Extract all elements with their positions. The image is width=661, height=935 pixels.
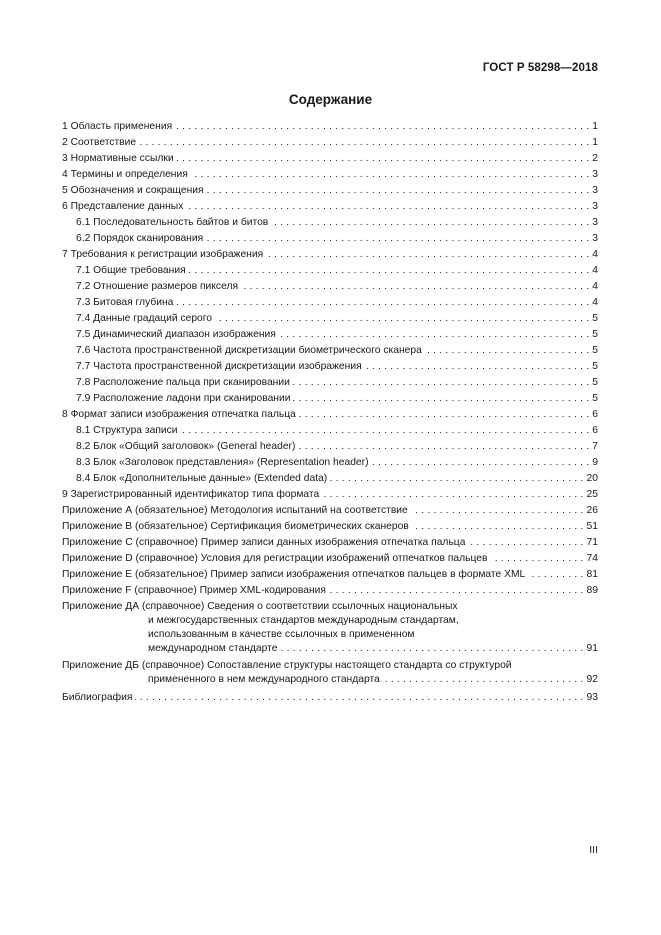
toc-entry-page: 4 [592,265,598,276]
toc-leader-dots [322,487,583,503]
toc-entry-page: 25 [586,489,598,500]
toc-entry-7-2[interactable] [62,279,598,295]
toc-leader-dots [365,359,590,375]
toc-entry-appendix-db[interactable] [62,659,598,687]
toc-entry-text: 7 Требования к регистрации изображения [62,249,264,260]
toc-entry-page: 2 [592,153,598,164]
toc-entry-5[interactable] [62,183,598,199]
toc-entry-appendix-a[interactable] [62,503,598,519]
toc-entry-page: 3 [592,169,598,180]
toc-entry-7[interactable] [62,247,598,263]
toc-entry-appendix-b[interactable] [62,519,598,535]
toc-entry-6-1[interactable] [62,215,598,231]
toc-entry-8-3[interactable] [62,455,598,471]
toc-entry-7-3[interactable] [62,295,598,311]
toc-leader-dots [191,167,589,183]
toc-entry-text-line: использованным в качестве ссылочных в примененном [148,629,415,640]
toc-entry-page: 92 [586,674,598,685]
toc-entry-page: 5 [592,361,598,372]
toc-entry-8-2[interactable] [62,439,598,455]
toc-entry-page: 4 [592,281,598,292]
toc-entry-text: 7.8 Расположение пальца при сканировании [76,377,290,388]
toc-leader-dots [241,279,589,295]
toc-entry-page: 51 [586,521,598,532]
table-of-contents [62,119,598,706]
toc-entry-8-4[interactable] [62,471,598,487]
toc-leader-dots [177,151,590,167]
toc-entry-page: 4 [592,297,598,308]
toc-entry-appendix-da[interactable] [62,600,598,656]
toc-leader-dots [206,231,589,247]
toc-entry-text: 3 Нормативные ссылки [62,153,174,164]
toc-entry-page: 5 [592,393,598,404]
toc-leader-dots [425,343,589,359]
toc-entry-page: 89 [586,585,598,596]
toc-leader-dots [189,263,590,279]
toc-entry-appendix-c[interactable] [62,535,598,551]
toc-entry-text: 8.1 Структура записи [76,425,178,436]
toc-entry-8[interactable] [62,407,598,423]
toc-entry-text: 7.4 Данные градаций серого [76,313,213,324]
toc-entry-page: 93 [586,692,598,703]
toc-leader-dots [181,423,590,439]
toc-entry-page: 5 [592,313,598,324]
toc-entry-bibliography[interactable] [62,690,598,706]
toc-leader-dots [215,311,589,327]
toc-entry-text: 8 Формат записи изображения отпечатка пальца [62,409,296,420]
toc-entry-page: 81 [586,569,598,580]
toc-entry-page: 4 [592,249,598,260]
toc-entry-text: 9 Зарегистрированный идентификатор типа формата [62,489,320,500]
toc-entry-text-line: и межгосударственных стандартов международным стандартам, [148,615,459,626]
toc-entry-text: Приложение А (обязательное) Методология испытаний на соответствие [62,505,408,516]
toc-leader-dots [330,471,583,487]
toc-entry-page: 1 [592,137,598,148]
toc-entry-page: 91 [586,643,598,654]
toc-leader-dots [299,407,589,423]
toc-entry-text: 1 Область применения [62,121,173,132]
toc-leader-dots [176,295,589,311]
toc-entry-text: 7.3 Битовая глубина [76,297,174,308]
toc-entry-9[interactable] [62,487,598,503]
toc-entry-2[interactable] [62,135,598,151]
toc-entry-appendix-d[interactable] [62,551,598,567]
toc-entry-page: 7 [592,441,598,452]
toc-entry-page: 5 [592,345,598,356]
toc-entry-text: Приложение D (справочное) Условия для регистрации изображений отпечатков пальцев [62,553,488,564]
toc-entry-text: 8.4 Блок «Дополнительные данные» (Extended data) [76,473,328,484]
toc-entry-7-4[interactable] [62,311,598,327]
toc-entry-page: 1 [592,121,598,132]
toc-leader-dots [468,535,583,551]
toc-entry-text-line: Приложение ДА (справочное) Сведения о соответствии ссылочных национальных [62,601,458,612]
toc-entry-page: 3 [592,185,598,196]
toc-title: Содержание [288,92,373,107]
toc-entry-7-9[interactable] [62,391,598,407]
toc-entry-appendix-f[interactable] [62,583,598,599]
toc-entry-page: 3 [592,201,598,212]
toc-entry-7-1[interactable] [62,263,598,279]
toc-leader-dots [298,439,589,455]
toc-entry-text: Библиография [62,692,133,703]
toc-entry-page: 26 [586,505,598,516]
toc-leader-dots [528,567,583,583]
toc-leader-dots [280,642,583,656]
toc-leader-dots [175,119,589,135]
toc-entry-7-6[interactable] [62,343,598,359]
toc-entry-7-5[interactable] [62,327,598,343]
toc-entry-1[interactable] [62,119,598,135]
toc-leader-dots [329,583,584,599]
toc-entry-7-8[interactable] [62,375,598,391]
toc-entry-page: 6 [592,409,598,420]
toc-entry-page: 3 [592,233,598,244]
toc-entry-3[interactable] [62,151,598,167]
toc-leader-dots [412,519,584,535]
toc-leader-dots [279,327,589,343]
toc-entry-page: 5 [592,377,598,388]
toc-entry-4[interactable] [62,167,598,183]
toc-entry-page: 20 [586,473,598,484]
toc-leader-dots [139,135,589,151]
toc-entry-text: Приложение В (обязательное) Сертификация биометрических сканеров [62,521,409,532]
toc-entry-text: Приложение F (справочное) Пример XML-кодирования [62,585,326,596]
toc-entry-text: 7.1 Общие требования [76,265,186,276]
toc-leader-dots [372,455,590,471]
toc-entry-text: 7.6 Частота пространственной дискретизации биометрического сканера [76,345,422,356]
toc-entry-8-1[interactable] [62,423,598,439]
toc-entry-appendix-e[interactable] [62,567,598,583]
toc-entry-text: 7.5 Динамический диапазон изображения [76,329,276,340]
toc-leader-dots [411,503,584,519]
toc-entry-text: 5 Обозначения и сокращения [62,185,204,196]
toc-entry-6-2[interactable] [62,231,598,247]
toc-entry-text-line: Приложение ДБ (справочное) Сопоставление структуры настоящего стандарта со структурой [62,660,512,671]
toc-leader-dots [186,199,589,215]
toc-entry-text: 7.7 Частота пространственной дискретизации изображения [76,361,362,372]
toc-entry-page: 6 [592,425,598,436]
page-number: III [589,844,598,856]
toc-entry-text: 8.3 Блок «Заголовок представления» (Representation header) [76,457,369,468]
toc-entry-text-line: международном стандарте [148,643,278,654]
toc-leader-dots [271,215,589,231]
toc-entry-6[interactable] [62,199,598,215]
toc-entry-page: 74 [586,553,598,564]
toc-leader-dots [491,551,584,567]
toc-leader-dots [266,247,589,263]
toc-entry-text: 2 Соответствие [62,137,137,148]
toc-leader-dots [207,183,590,199]
toc-entry-text: 6.1 Последовательность байтов и битов [76,217,269,228]
toc-entry-text: Приложение С (справочное) Пример записи данных изображения отпечатка пальца [62,537,466,548]
toc-entry-7-7[interactable] [62,359,598,375]
toc-entry-page: 71 [586,537,598,548]
document-code: ГОСТ Р 58298—2018 [482,62,598,74]
toc-entry-text: 7.9 Расположение ладони при сканировании [76,393,291,404]
toc-entry-text-line: примененного в нем международного стандарта [148,674,380,685]
toc-entry-text: 4 Термины и определения [62,169,188,180]
toc-entry-page: 9 [592,457,598,468]
toc-leader-dots [293,391,589,407]
toc-leader-dots [293,375,589,391]
toc-entry-text: 6.2 Порядок сканирования [76,233,204,244]
toc-entry-text: 6 Представление данных [62,201,184,212]
toc-entry-text: Приложение Е (обязательное) Пример записи изображения отпечатков пальцев в формате XML [62,569,526,580]
toc-entry-page: 5 [592,329,598,340]
toc-leader-dots [135,690,583,706]
toc-leader-dots [383,673,584,687]
toc-entry-text: 7.2 Отношение размеров пикселя [76,281,239,292]
toc-entry-page: 3 [592,217,598,228]
toc-entry-text: 8.2 Блок «Общий заголовок» (General header) [76,441,296,452]
